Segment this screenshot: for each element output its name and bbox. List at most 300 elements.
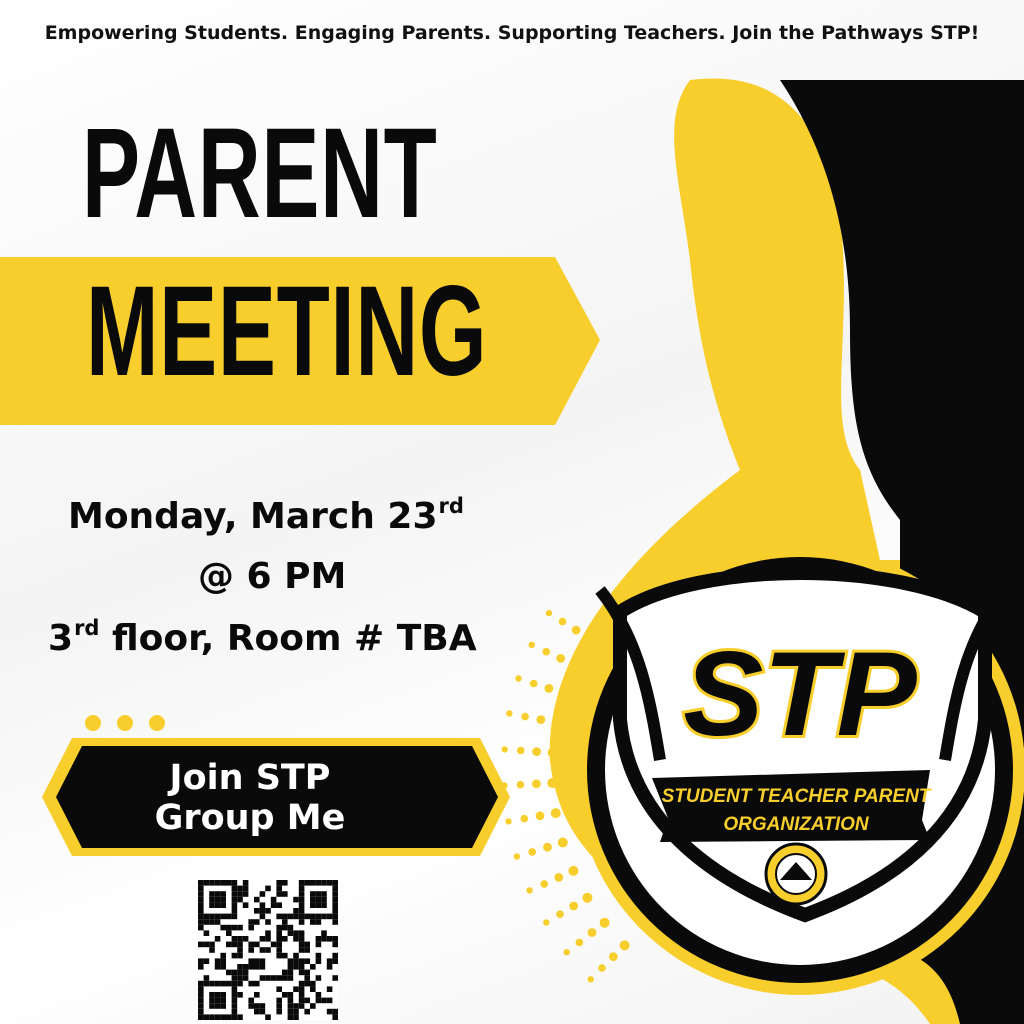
qr-module: [209, 942, 215, 948]
qr-module: [288, 1003, 294, 1009]
qr-module: [321, 936, 327, 942]
qr-module: [215, 992, 221, 998]
qr-module: [316, 975, 322, 981]
dot: [556, 910, 564, 918]
qr-module: [332, 902, 338, 908]
meeting-date: [68, 494, 464, 537]
qr-module: [332, 908, 338, 914]
qr-module: [254, 919, 260, 925]
qr-module: [321, 880, 327, 886]
qr-module: [215, 902, 221, 908]
qr-module: [304, 880, 310, 886]
qr-module: [276, 998, 282, 1004]
qr-module: [316, 958, 322, 964]
meeting-location: [48, 616, 477, 659]
qr-module: [304, 975, 310, 981]
qr-module: [232, 925, 238, 931]
meeting-time: @ 6 PM: [198, 556, 347, 597]
qr-module: [248, 942, 254, 948]
qr-module: [232, 880, 238, 886]
qr-module: [254, 992, 260, 998]
room-text: floor, Room # TBA: [112, 618, 477, 659]
qr-module: [304, 942, 310, 948]
dot: [149, 715, 165, 731]
qr-module: [288, 930, 294, 936]
qr-module: [220, 925, 226, 931]
dot: [570, 660, 580, 670]
qr-module: [299, 947, 305, 953]
qr-module: [237, 1014, 243, 1020]
qr-module: [209, 914, 215, 920]
qr-module: [299, 880, 305, 886]
qr-module: [237, 953, 243, 959]
qr-module: [293, 964, 299, 970]
qr-module: [327, 998, 333, 1004]
qr-module: [276, 891, 282, 897]
qr-module: [260, 975, 266, 981]
qr-module: [237, 936, 243, 942]
qr-module: [310, 919, 316, 925]
qr-module: [282, 936, 288, 942]
qr-module: [248, 998, 254, 1004]
qr-module: [243, 936, 249, 942]
dot: [576, 939, 584, 947]
qr-module: [316, 936, 322, 942]
qr-module: [332, 942, 338, 948]
qr-module: [276, 930, 282, 936]
qr-module: [209, 1014, 215, 1020]
title-line-2: MEETING: [86, 260, 488, 403]
qr-module: [215, 998, 221, 1004]
qr-module: [237, 947, 243, 953]
qr-module: [232, 953, 238, 959]
tagline: Empowering Students. Engaging Parents. Supporting Teachers. Join the Pathways STP!: [44, 22, 980, 44]
qr-module: [232, 891, 238, 897]
qr-module: [310, 981, 316, 987]
qr-module: [237, 970, 243, 976]
qr-module: [204, 975, 210, 981]
qr-module: [215, 897, 221, 903]
qr-module: [316, 942, 322, 948]
qr-module: [332, 897, 338, 903]
qr-module: [299, 970, 305, 976]
qr-module: [321, 891, 327, 897]
qr-module: [198, 1014, 204, 1020]
qr-module: [299, 992, 305, 998]
qr-module: [282, 919, 288, 925]
qr-module: [254, 964, 260, 970]
qr-module: [299, 914, 305, 920]
dot: [540, 880, 548, 888]
qr-module: [299, 964, 305, 970]
qr-module: [220, 897, 226, 903]
qr-module: [271, 942, 277, 948]
qr-module: [209, 902, 215, 908]
qr-module: [198, 942, 204, 948]
qr-module: [248, 958, 254, 964]
qr-module: [198, 998, 204, 1004]
qr-module: [243, 975, 249, 981]
qr-module: [243, 886, 249, 892]
qr-module: [260, 1009, 266, 1015]
qr-module: [220, 880, 226, 886]
qr-module: [204, 958, 210, 964]
qr-module: [209, 998, 215, 1004]
qr-module: [254, 908, 260, 914]
qr-module: [271, 975, 277, 981]
dot: [506, 710, 512, 716]
qr-module: [232, 908, 238, 914]
qr-module: [254, 958, 260, 964]
qr-module: [215, 880, 221, 886]
qr-module: [248, 1003, 254, 1009]
qr-module: [198, 964, 204, 970]
qr-module: [304, 914, 310, 920]
qr-module: [276, 953, 282, 959]
qr-module: [282, 953, 288, 959]
qr-module: [237, 992, 243, 998]
qr-module: [198, 925, 204, 931]
dot: [536, 811, 545, 820]
qr-module: [215, 936, 221, 942]
qr-module: [282, 925, 288, 931]
dot: [546, 610, 552, 616]
qr-module: [332, 914, 338, 920]
qr-module: [248, 925, 254, 931]
qr-module: [220, 958, 226, 964]
qr-module: [276, 902, 282, 908]
qr-module: [260, 908, 266, 914]
dot: [530, 680, 538, 688]
qr-module: [204, 914, 210, 920]
qr-module: [276, 1003, 282, 1009]
qr-module: [304, 1009, 310, 1015]
qr-module: [198, 958, 204, 964]
qr-module: [293, 908, 299, 914]
join-line-1: Join STP: [169, 758, 331, 798]
qr-module: [316, 891, 322, 897]
dot: [542, 648, 550, 656]
qr-module: [226, 925, 232, 931]
qr-module: [276, 925, 282, 931]
qr-module: [276, 986, 282, 992]
qr-module: [265, 936, 271, 942]
qr-module: [288, 975, 294, 981]
qr-module: [282, 891, 288, 897]
dot: [556, 654, 565, 663]
qr-code-icon[interactable]: [198, 880, 338, 1020]
qr-module: [316, 902, 322, 908]
qr-module: [248, 964, 254, 970]
qr-module: [271, 897, 277, 903]
qr-module: [260, 914, 266, 920]
qr-module: [220, 1014, 226, 1020]
qr-module: [198, 886, 204, 892]
qr-module: [232, 1003, 238, 1009]
dot: [609, 952, 618, 961]
dot: [526, 887, 532, 893]
qr-module: [237, 891, 243, 897]
qr-module: [276, 942, 282, 948]
qr-module: [260, 964, 266, 970]
dot: [545, 684, 554, 693]
qr-module: [220, 902, 226, 908]
qr-module: [299, 919, 305, 925]
dot: [559, 688, 569, 698]
qr-module: [220, 981, 226, 987]
qr-module: [248, 919, 254, 925]
qr-module: [198, 902, 204, 908]
dot: [585, 634, 595, 644]
qr-module: [310, 986, 316, 992]
qr-module: [282, 914, 288, 920]
qr-module: [260, 947, 266, 953]
qr-module: [215, 919, 221, 925]
dot: [559, 618, 567, 626]
dot: [582, 893, 592, 903]
qr-module: [293, 986, 299, 992]
qr-module: [293, 936, 299, 942]
qr-module: [220, 914, 226, 920]
qr-module: [226, 970, 232, 976]
qr-module: [310, 880, 316, 886]
qr-module: [232, 986, 238, 992]
qr-module: [321, 897, 327, 903]
dot: [588, 928, 597, 937]
qr-module: [204, 1014, 210, 1020]
dot: [620, 940, 630, 950]
qr-module: [198, 1003, 204, 1009]
qr-module: [299, 902, 305, 908]
qr-module: [243, 970, 249, 976]
qr-module: [243, 902, 249, 908]
qr-module: [204, 930, 210, 936]
dot: [572, 626, 581, 635]
qr-module: [198, 919, 204, 925]
dot: [558, 838, 568, 848]
qr-module: [226, 1014, 232, 1020]
qr-module: [209, 1003, 215, 1009]
qr-module: [310, 902, 316, 908]
qr-module: [316, 897, 322, 903]
qr-module: [299, 886, 305, 892]
qr-module: [327, 1009, 333, 1015]
qr-module: [220, 1003, 226, 1009]
qr-module: [232, 970, 238, 976]
qr-module: [265, 930, 271, 936]
qr-module: [237, 964, 243, 970]
qr-module: [321, 930, 327, 936]
qr-module: [304, 970, 310, 976]
qr-module: [276, 936, 282, 942]
qr-module: [232, 981, 238, 987]
qr-module: [265, 919, 271, 925]
qr-module: [276, 975, 282, 981]
dot: [532, 747, 541, 756]
dot: [600, 918, 610, 928]
qr-module: [215, 964, 221, 970]
qr-module: [276, 914, 282, 920]
qr-module: [299, 891, 305, 897]
qr-module: [327, 964, 333, 970]
dot: [554, 873, 563, 882]
dot: [117, 715, 133, 731]
qr-module: [299, 958, 305, 964]
dot: [552, 718, 562, 728]
floor-suffix: rd: [74, 616, 100, 640]
qr-module: [232, 914, 238, 920]
qr-module: [237, 886, 243, 892]
qr-module: [220, 964, 226, 970]
dot: [517, 747, 525, 755]
qr-module: [316, 919, 322, 925]
qr-module: [232, 886, 238, 892]
dot: [502, 746, 508, 752]
qr-module: [243, 891, 249, 897]
qr-module: [265, 1014, 271, 1020]
qr-module: [198, 914, 204, 920]
qr-module: [232, 942, 238, 948]
qr-module: [237, 975, 243, 981]
qr-module: [288, 1009, 294, 1015]
qr-module: [220, 953, 226, 959]
qr-module: [299, 942, 305, 948]
qr-module: [260, 958, 266, 964]
qr-module: [215, 891, 221, 897]
qr-module: [271, 902, 277, 908]
qr-module: [293, 953, 299, 959]
logo-ribbon-line1: STUDENT TEACHER PARENT: [661, 786, 931, 807]
join-line-2: Group Me: [154, 798, 346, 838]
qr-module: [209, 919, 215, 925]
qr-module: [316, 880, 322, 886]
qr-module: [198, 986, 204, 992]
qr-module: [209, 981, 215, 987]
qr-module: [332, 886, 338, 892]
qr-module: [237, 925, 243, 931]
qr-module: [332, 919, 338, 925]
qr-module: [260, 1003, 266, 1009]
qr-module: [198, 1009, 204, 1015]
qr-module: [332, 975, 338, 981]
qr-module: [260, 891, 266, 897]
qr-module: [332, 936, 338, 942]
qr-module: [299, 936, 305, 942]
dot: [514, 853, 520, 859]
qr-module: [282, 975, 288, 981]
qr-module: [293, 930, 299, 936]
qr-module: [304, 981, 310, 987]
qr-module: [209, 891, 215, 897]
qr-module: [304, 958, 310, 964]
date-text: Monday, March 23: [68, 496, 438, 537]
dot: [569, 902, 578, 911]
qr-module: [288, 914, 294, 920]
title-line-1: PARENT: [82, 102, 438, 245]
qr-module: [232, 992, 238, 998]
qr-module: [260, 936, 266, 942]
dot: [515, 675, 521, 681]
qr-module: [293, 914, 299, 920]
qr-module: [276, 1009, 282, 1015]
qr-module: [299, 981, 305, 987]
qr-module: [209, 947, 215, 953]
qr-module: [198, 891, 204, 897]
qr-module: [332, 1009, 338, 1015]
qr-module: [327, 914, 333, 920]
qr-module: [332, 891, 338, 897]
qr-module: [327, 986, 333, 992]
dot: [501, 782, 507, 788]
qr-module: [316, 953, 322, 959]
qr-module: [198, 908, 204, 914]
qr-module: [332, 1014, 338, 1020]
qr-module: [299, 897, 305, 903]
qr-module: [237, 897, 243, 903]
qr-module: [198, 897, 204, 903]
dot: [505, 818, 511, 824]
qr-module: [215, 958, 221, 964]
qr-module: [299, 1003, 305, 1009]
qr-module: [299, 986, 305, 992]
qr-module: [282, 880, 288, 886]
qr-module: [220, 992, 226, 998]
logo-ribbon-line2: ORGANIZATION: [723, 814, 869, 835]
date-suffix: rd: [438, 494, 464, 518]
dot: [85, 715, 101, 731]
qr-module: [288, 992, 294, 998]
qr-module: [232, 936, 238, 942]
qr-module: [232, 897, 238, 903]
qr-module: [288, 925, 294, 931]
qr-module: [293, 1003, 299, 1009]
qr-module: [293, 958, 299, 964]
qr-module: [288, 970, 294, 976]
dot: [588, 976, 594, 982]
qr-module: [220, 998, 226, 1004]
dot: [528, 848, 536, 856]
qr-module: [232, 998, 238, 1004]
qr-module: [215, 981, 221, 987]
qr-module: [243, 964, 249, 970]
qr-module: [327, 880, 333, 886]
qr-module: [232, 975, 238, 981]
qr-module: [237, 942, 243, 948]
qr-module: [310, 914, 316, 920]
qr-module: [265, 947, 271, 953]
qr-module: [226, 880, 232, 886]
qr-module: [276, 947, 282, 953]
dot: [537, 715, 546, 724]
qr-module: [204, 880, 210, 886]
qr-module: [304, 998, 310, 1004]
qr-module: [198, 981, 204, 987]
qr-module: [254, 942, 260, 948]
qr-module: [260, 902, 266, 908]
qr-module: [204, 919, 210, 925]
qr-module: [204, 981, 210, 987]
qr-module: [332, 953, 338, 959]
qr-module: [226, 914, 232, 920]
qr-module: [288, 998, 294, 1004]
qr-module: [232, 1014, 238, 1020]
dot: [551, 808, 561, 818]
qr-module: [198, 880, 204, 886]
join-groupme-button[interactable]: [100, 758, 400, 838]
dot: [529, 642, 535, 648]
qr-module: [282, 992, 288, 998]
qr-module: [237, 981, 243, 987]
